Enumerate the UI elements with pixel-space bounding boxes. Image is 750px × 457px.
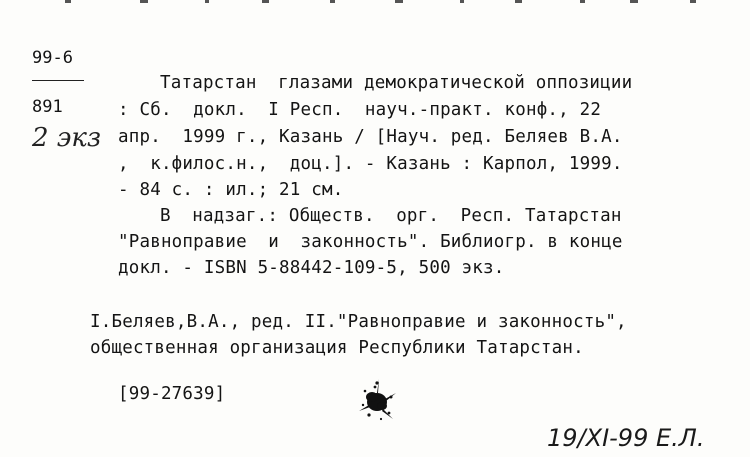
handwritten-date-text: 19/XI-99 Е.Л. [547, 424, 705, 452]
handwritten-copies-text: 2 экз [32, 123, 102, 153]
entry-line-4: , к.филос.н., доц.]. - Казань : Карпол, 1999. [118, 154, 623, 174]
class-number: 99-6 [32, 48, 73, 68]
handwritten-copies-mark [30, 118, 102, 154]
tracing-line-1: I.Беляев,В.А., ред. II."Равноправие и законность", [90, 312, 627, 332]
entry-line-5: - 84 с. : ил.; 21 см. [118, 180, 344, 200]
card-top-edge [0, 0, 750, 10]
handwritten-date [545, 415, 715, 455]
entry-line-7: "Равноправие и законность". Библиогр. в конце [118, 232, 623, 252]
entry-line-6: В надзаг.: Обществ. орг. Респ. Татарстан [160, 206, 622, 226]
entry-line-2: : Сб. докл. I Респ. науч.-практ. конф., 22 [118, 100, 602, 120]
entry-line-8: докл. - ISBN 5-88442-109-5, 500 экз. [118, 258, 505, 278]
tracing-line-2: общественная организация Республики Татарстан. [90, 338, 584, 358]
record-number: [99-27639] [118, 384, 226, 404]
entry-line-1: Татарстан глазами демократической оппозиции [160, 73, 633, 93]
entry-line-3: апр. 1999 г., Казань / [Науч. ред. Беляев В.А. [118, 127, 623, 147]
ink-blot [355, 375, 399, 423]
shelfmark-rule [32, 80, 84, 81]
location-number: 891 [32, 97, 63, 117]
